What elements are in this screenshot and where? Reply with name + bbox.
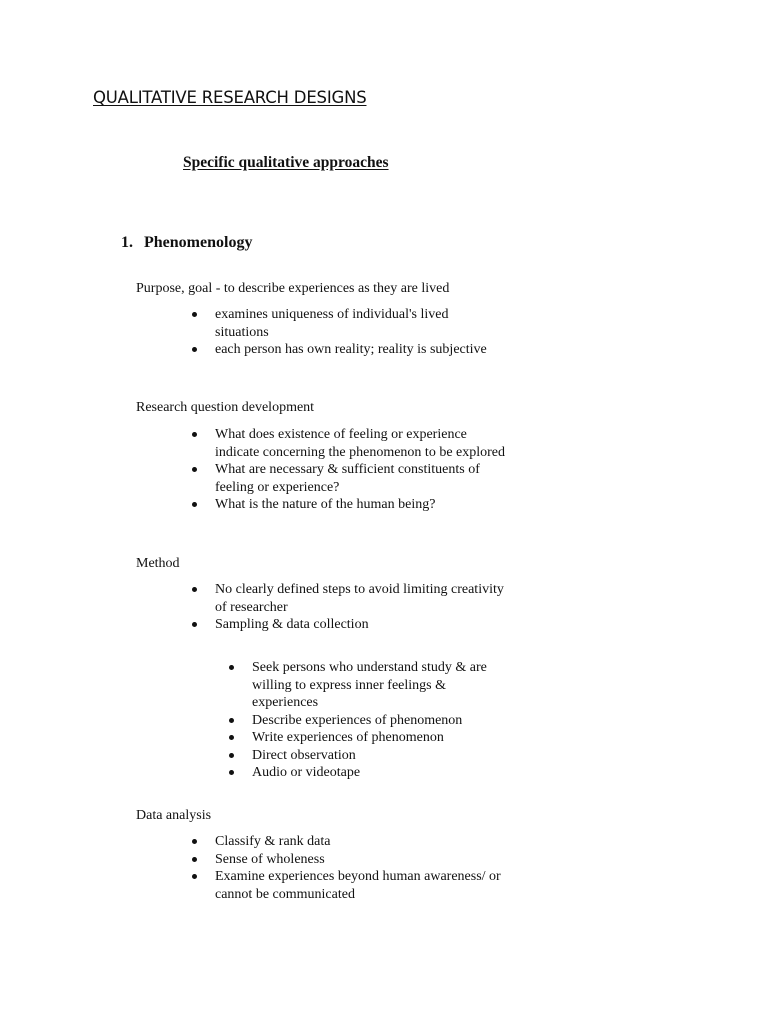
section-heading [121, 234, 252, 252]
method-sub-list [252, 659, 502, 782]
list-item: Sampling & data collection [215, 616, 505, 634]
research-question-list [215, 426, 505, 514]
document-subtitle: Specific qualitative approaches [183, 154, 389, 171]
method-list [215, 581, 505, 634]
list-item: Seek persons who understand study & are willing to express inner feelings & experiences [252, 659, 502, 712]
data-analysis-label: Data analysis [136, 808, 212, 823]
list-item: What are necessary & sufficient constituents of feeling or experience? [215, 461, 505, 496]
list-item: Direct observation [252, 747, 502, 765]
list-item: Sense of wholeness [215, 851, 505, 869]
purpose-list [215, 306, 505, 359]
purpose-label: Purpose, goal - to describe experiences as they are lived [136, 281, 450, 296]
list-item: examines uniqueness of individual's lived situations [215, 306, 505, 341]
list-item: Write experiences of phenomenon [252, 729, 502, 747]
document-title: QUALITATIVE RESEARCH DESIGNS [93, 88, 367, 107]
method-label: Method [136, 556, 180, 571]
data-analysis-list [215, 833, 505, 903]
research-question-label: Research question development [136, 400, 315, 415]
list-item: each person has own reality; reality is subjective [215, 341, 505, 359]
list-item: Audio or videotape [252, 764, 502, 782]
list-item: What does existence of feeling or experience indicate concerning the phenomenon to be explored [215, 427, 506, 460]
section-title: Phenomenology [144, 234, 253, 251]
list-item: No clearly defined steps to avoid limiting creativity of researcher [215, 582, 504, 615]
list-item: Describe experiences of phenomenon [252, 712, 502, 730]
list-item: Classify & rank data [215, 833, 505, 851]
list-item: What is the nature of the human being? [215, 496, 505, 514]
section-number: 1. [121, 234, 133, 251]
list-item: Examine experiences beyond human awareness/ or cannot be communicated [215, 868, 505, 903]
